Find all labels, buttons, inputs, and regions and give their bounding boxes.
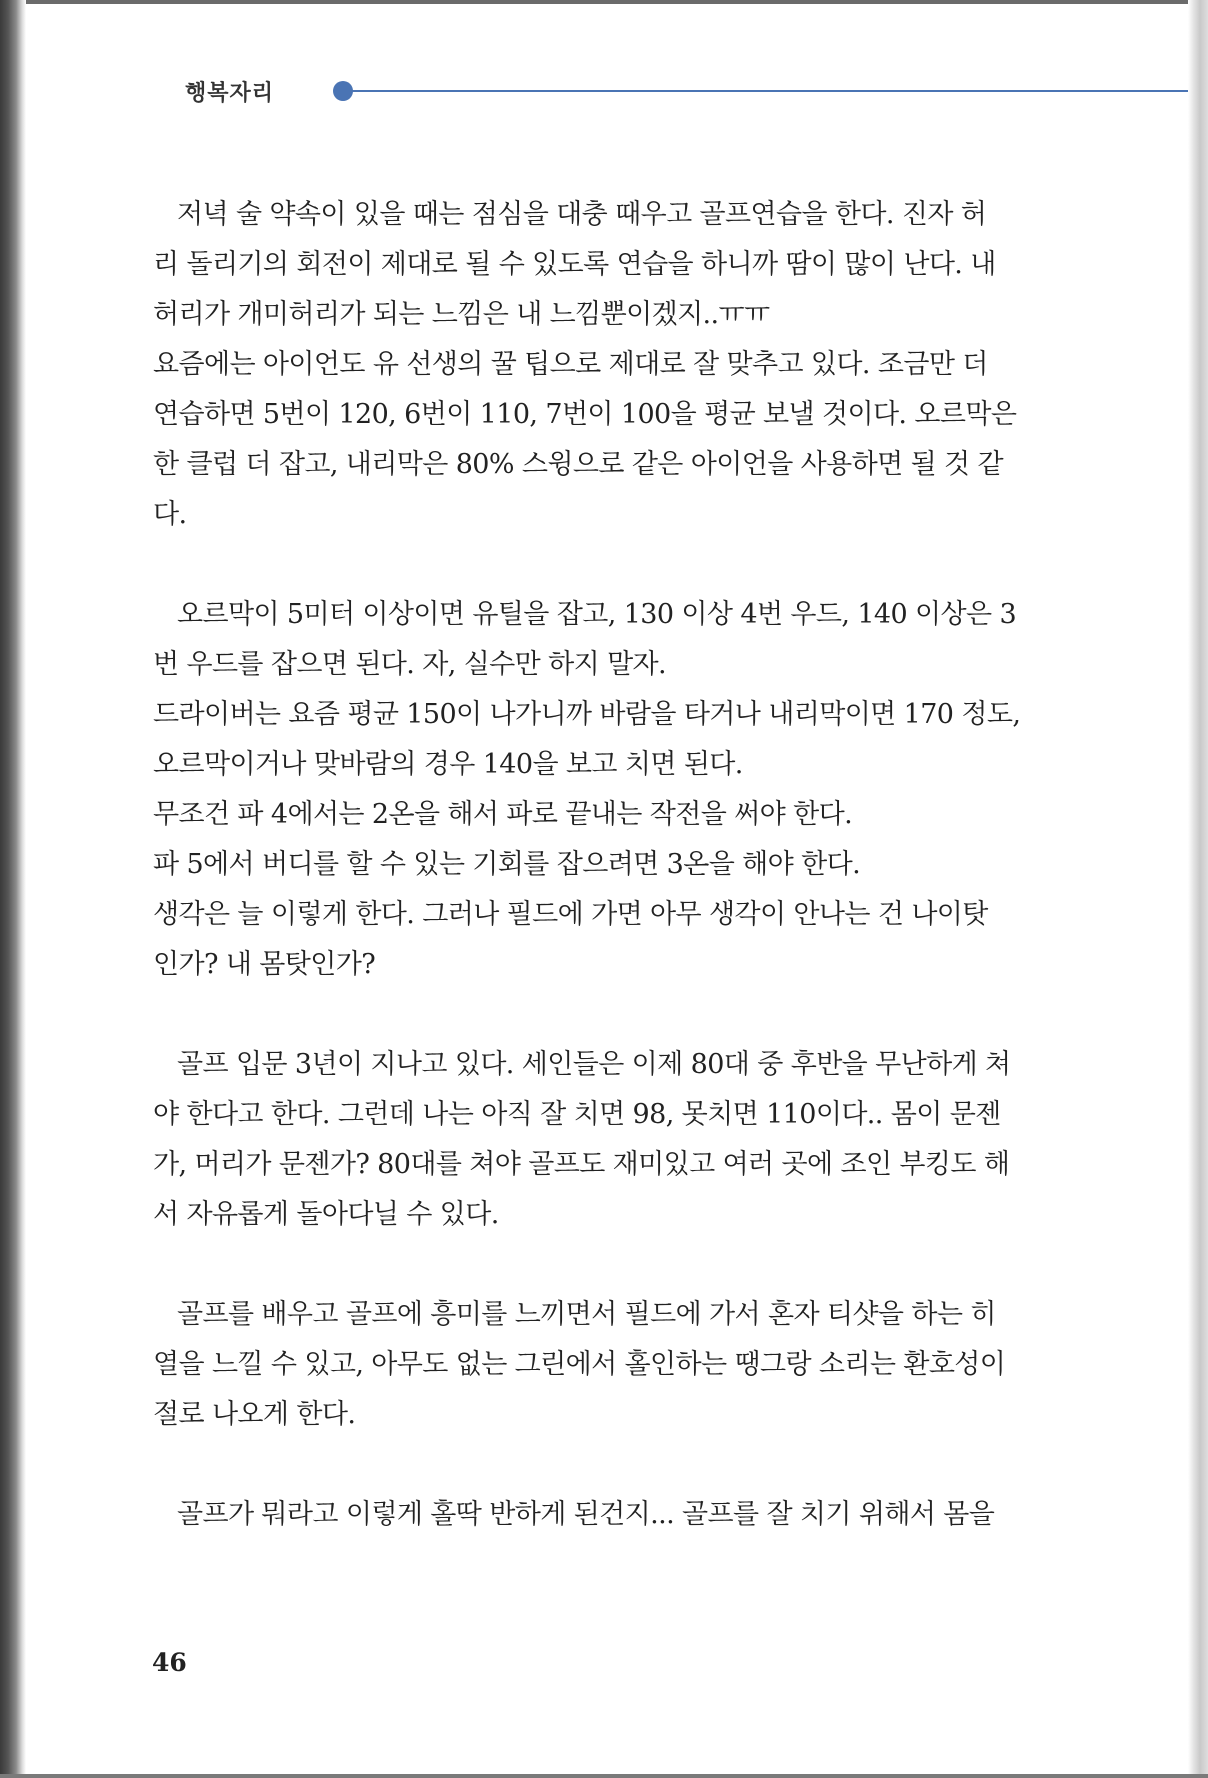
text-line: 골프 입문 3년이 지나고 있다. 세인들은 이제 80대 중 후반을 무난하게 쳐 bbox=[177, 1049, 1011, 1080]
page-right-edge bbox=[1188, 0, 1208, 1778]
text-line: 열을 느낄 수 있고, 아무도 없는 그린에서 홀인하는 땡그랑 소리는 환호성이 bbox=[153, 1349, 1006, 1380]
text-line: 파 5에서 버디를 할 수 있는 기회를 잡으려면 3온을 해야 한다. bbox=[153, 849, 861, 880]
header-rule-line bbox=[350, 90, 1188, 92]
paragraph-gap bbox=[153, 1440, 1013, 1490]
page-number: 46 bbox=[152, 1648, 187, 1677]
text-line: 다. bbox=[153, 499, 187, 530]
paragraph-gap bbox=[153, 990, 1013, 1040]
text-line: 무조건 파 4에서는 2온을 해서 파로 끝내는 작전을 써야 한다. bbox=[153, 799, 853, 830]
text-line: 야 한다고 한다. 그런데 나는 아직 잘 치면 98, 못치면 110이다.. 몸이 문젠 bbox=[153, 1099, 1001, 1130]
text-line: 생각은 늘 이렇게 한다. 그러나 필드에 가면 아무 생각이 안나는 건 나이탓 bbox=[153, 899, 988, 930]
text-line: 허리가 개미허리가 되는 느낌은 내 느낌뿐이겠지..ㅠㅠ bbox=[153, 299, 770, 330]
text-line: 절로 나오게 한다. bbox=[153, 1399, 356, 1430]
book-spine-shadow bbox=[0, 0, 26, 1778]
text-line: 골프가 뭐라고 이렇게 홀딱 반하게 된건지... 골프를 잘 치기 위해서 몸을 bbox=[177, 1499, 995, 1530]
text-line: 요즘에는 아이언도 유 선생의 꿀 팁으로 제대로 잘 맞추고 있다. 조금만 더 bbox=[153, 349, 988, 380]
page-top-edge bbox=[0, 0, 1208, 4]
text-line: 저녁 술 약속이 있을 때는 점심을 대충 때우고 골프연습을 한다. 진자 허 bbox=[177, 199, 987, 230]
text-line: 드라이버는 요즘 평균 150이 나가니까 바람을 타거나 내리막이면 170 정도, bbox=[153, 699, 1021, 730]
text-line: 인가? 내 몸탓인가? bbox=[153, 949, 376, 980]
text-line: 골프를 배우고 골프에 흥미를 느끼면서 필드에 가서 혼자 티샷을 하는 히 bbox=[177, 1299, 996, 1330]
paragraph-gap bbox=[153, 1240, 1013, 1290]
page-bottom-edge bbox=[0, 1774, 1208, 1778]
page-body-text bbox=[153, 190, 1021, 1540]
paragraph-gap bbox=[153, 540, 1013, 590]
text-line: 오르막이거나 맞바람의 경우 140을 보고 치면 된다. bbox=[153, 749, 743, 780]
text-line: 가, 머리가 문젠가? 80대를 쳐야 골프도 재미있고 여러 곳에 조인 부킹도 해 bbox=[153, 1149, 1010, 1180]
text-line: 한 클럽 더 잡고, 내리막은 80% 스윙으로 같은 아이언을 사용하면 될 것 같 bbox=[153, 449, 1003, 480]
text-line: 연습하면 5번이 120, 6번이 110, 7번이 100을 평균 보낼 것이다. 오르막은 bbox=[153, 399, 1017, 430]
running-title: 행복자리 bbox=[185, 81, 275, 106]
text-line: 번 우드를 잡으면 된다. 자, 실수만 하지 말자. bbox=[153, 649, 667, 680]
text-line: 리 돌리기의 회전이 제대로 될 수 있도록 연습을 하니까 땀이 많이 난다. 내 bbox=[153, 249, 996, 280]
text-line: 서 자유롭게 돌아다닐 수 있다. bbox=[153, 1199, 499, 1230]
text-line: 오르막이 5미터 이상이면 유틸을 잡고, 130 이상 4번 우드, 140 이상은 3 bbox=[177, 599, 1017, 630]
